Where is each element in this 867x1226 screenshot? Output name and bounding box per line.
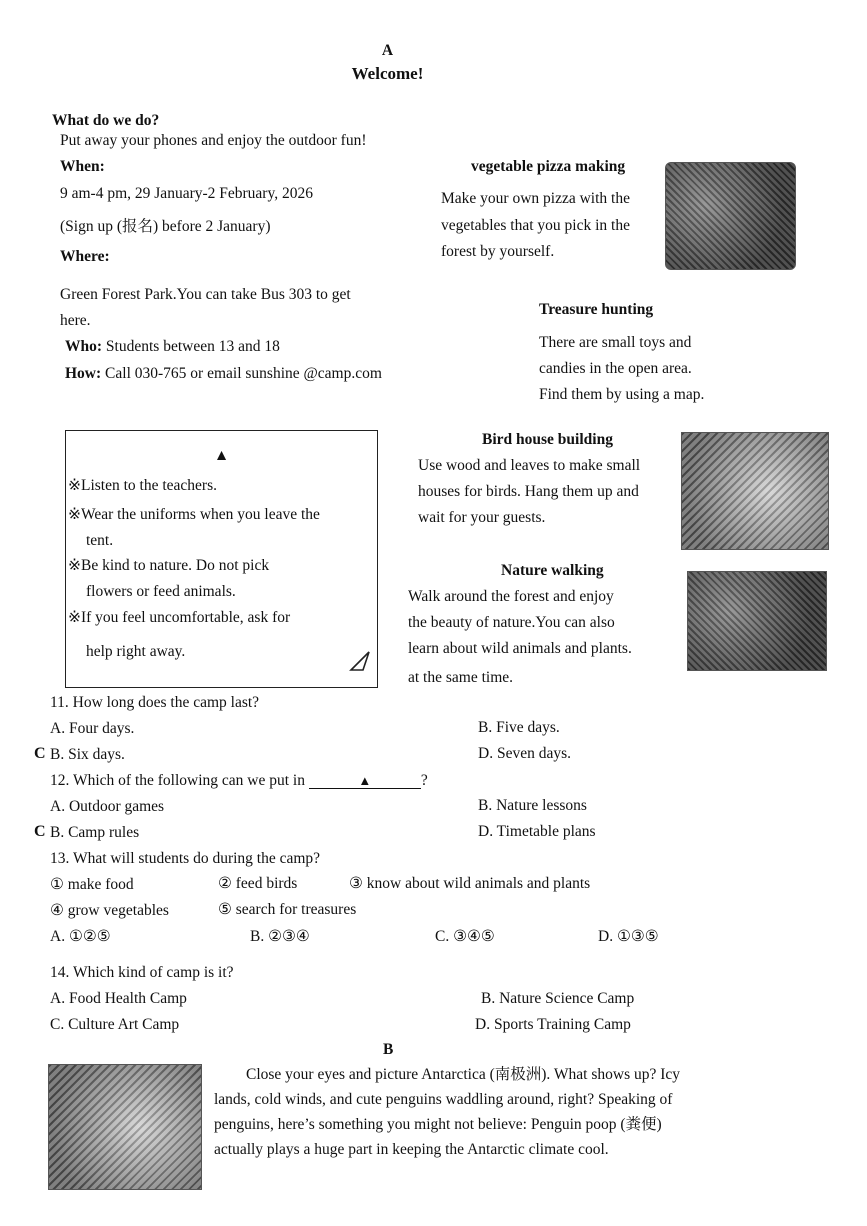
q14-option-c: C. Culture Art Camp: [50, 1016, 180, 1033]
section-b-letter: B: [383, 1041, 394, 1058]
when-date: 9 am-4 pm, 29 January-2 February, 2026: [60, 185, 313, 202]
what-text: Put away your phones and enjoy the outdoor fun!: [60, 132, 367, 149]
birdhouse-title: Bird house building: [482, 431, 613, 448]
q12-blank: ▲: [309, 773, 421, 789]
nature-line-3: learn about wild animals and plants.: [408, 640, 632, 657]
q14-stem: 14. Which kind of camp is it?: [50, 964, 234, 981]
q13-stem: 13. What will students do during the camp?: [50, 850, 321, 867]
treasure-title: Treasure hunting: [539, 301, 654, 318]
who-text: Students between 13 and 18: [105, 338, 280, 355]
rules-triangle: ▲: [213, 447, 230, 464]
where-heading: Where:: [60, 248, 110, 265]
rule-line-2: ※Wear the uniforms when you leave the: [68, 506, 320, 523]
q12-handwritten-mark: C: [34, 823, 46, 840]
section-a-letter: A: [381, 42, 394, 59]
nature-line-1: Walk around the forest and enjoy: [408, 588, 614, 605]
q12-stem-text: 12. Which of the following can we put in: [50, 772, 305, 789]
q11-option-b: B. Five days.: [478, 719, 560, 736]
q13-item-4: ④ grow vegetables: [50, 902, 169, 919]
where-line-1: Green Forest Park.You can take Bus 303 to get: [60, 286, 351, 303]
pizza-photo: [665, 162, 796, 270]
rule-line-3: tent.: [86, 532, 114, 549]
what-heading: What do we do?: [52, 112, 160, 129]
pizza-line-3: forest by yourself.: [441, 243, 555, 260]
pizza-line-2: vegetables that you pick in the: [441, 217, 630, 234]
how-label: How:: [65, 365, 102, 382]
q12-option-c: B. Camp rules: [50, 824, 140, 841]
nature-photo: [687, 571, 827, 671]
rule-line-5: flowers or feed animals.: [86, 583, 236, 600]
how-line: [65, 365, 382, 384]
q14-option-b: B. Nature Science Camp: [481, 990, 635, 1007]
birdhouse-line-3: wait for your guests.: [418, 509, 546, 526]
treasure-line-2: candies in the open area.: [539, 360, 692, 377]
q13-item-2: ② feed birds: [218, 875, 298, 892]
q13-option-c: C. ③④⑤: [435, 928, 495, 945]
q13-option-a: A. ①②⑤: [50, 928, 111, 945]
q12-stem: [50, 772, 428, 791]
rule-line-1: ※Listen to the teachers.: [68, 477, 217, 494]
nature-line-2: the beauty of nature.You can also: [408, 614, 615, 631]
q11-handwritten-mark: C: [34, 745, 46, 762]
nature-title: Nature walking: [501, 562, 604, 579]
when-heading: When:: [60, 158, 105, 175]
section-b-line-2: lands, cold winds, and cute penguins waddling around, right? Speaking of: [214, 1091, 673, 1108]
q11-option-c: B. Six days.: [50, 746, 125, 763]
treasure-line-1: There are small toys and: [539, 334, 692, 351]
who-label: Who:: [65, 338, 103, 355]
q11-option-d: D. Seven days.: [478, 745, 571, 762]
q12-option-d: D. Timetable plans: [478, 823, 596, 840]
q13-item-5: ⑤ search for treasures: [218, 901, 357, 918]
how-text: Call 030-765 or email sunshine @camp.com: [105, 365, 382, 382]
page-fold-icon: [347, 648, 373, 674]
q12-option-a: A. Outdoor games: [50, 798, 165, 815]
birdhouse-line-1: Use wood and leaves to make small: [418, 457, 641, 474]
treasure-line-3: Find them by using a map.: [539, 386, 705, 403]
q12-option-b: B. Nature lessons: [478, 797, 587, 814]
q11-option-a: A. Four days.: [50, 720, 135, 737]
rule-line-6: ※If you feel uncomfortable, ask for: [68, 609, 291, 626]
section-a-title: Welcome!: [351, 64, 424, 83]
signup-note: (Sign up (报名) before 2 January): [60, 218, 271, 235]
birdhouse-line-2: houses for birds. Hang them up and: [418, 483, 639, 500]
q13-item-3: ③ know about wild animals and plants: [349, 875, 591, 892]
q14-option-d: D. Sports Training Camp: [475, 1016, 631, 1033]
section-b-line-3: penguins, here’s something you might not believe: Penguin poop (粪便): [214, 1116, 662, 1133]
q13-item-1: ① make food: [50, 876, 134, 893]
section-b-line-4: actually plays a huge part in keeping the Antarctic climate cool.: [214, 1141, 609, 1158]
where-line-2: here.: [60, 312, 91, 329]
q13-option-b: B. ②③④: [250, 928, 310, 945]
nature-line-4: at the same time.: [408, 669, 514, 686]
section-b-line-1: Close your eyes and picture Antarctica (南极洲). What shows up? Icy: [246, 1066, 681, 1083]
q12-stem-end: ?: [420, 772, 428, 789]
pizza-title: vegetable pizza making: [471, 158, 626, 175]
rule-line-7: help right away.: [86, 643, 186, 660]
penguin-photo: [48, 1064, 202, 1190]
q11-stem: 11. How long does the camp last?: [50, 694, 260, 711]
q14-option-a: A. Food Health Camp: [50, 990, 187, 1007]
rule-line-4: ※Be kind to nature. Do not pick: [68, 557, 270, 574]
pizza-line-1: Make your own pizza with the: [441, 190, 630, 207]
who-line: [65, 338, 280, 357]
q13-option-d: D. ①③⑤: [598, 928, 659, 945]
birdhouse-photo: [681, 432, 829, 550]
